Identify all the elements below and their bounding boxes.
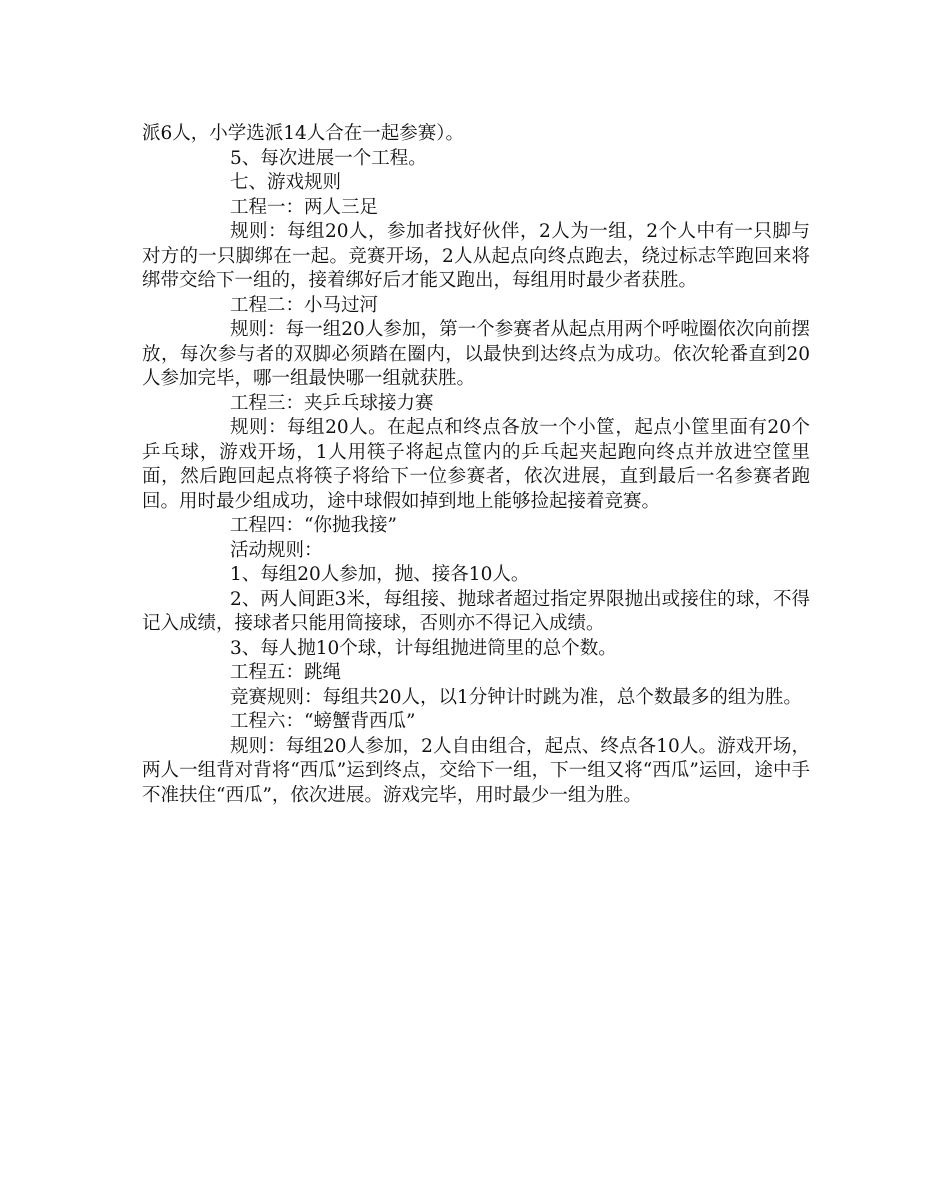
event-heading-3: 工程三：夹乒乓球接力赛 [230,392,434,414]
section-heading-game-rules: 七、游戏规则 [230,172,342,193]
event-rules-1: 规则：每组20人，参加者找好伙伴，2人为一组，2个人中有一只脚与对方的一只脚绑在一起。竞赛开场，2人从起点向终点跑去，绕过标志竿跑回来将绑带交给下一组的，接着绑好后才能又跑出，每组用时最少者获胜。 [142,221,810,291]
event-heading-4: 工程四：“你抛我接” [230,515,397,536]
event-rules-4-label: 活动规则： [230,539,323,561]
event-rules-4-item-3: 3、每人抛10个球，计每组抛进筒里的总个数。 [230,637,617,659]
event-rules-2: 规则：每一组20人参加，第一个参赛者从起点用两个呼啦圈依次向前摆放，每次参与者的双脚必须踏在圈内，以最快到达终点为成功。依次轮番直到20人参加完毕，哪一组最快哪一组就获胜。 [142,319,810,389]
paragraph-item-5: 5、每次进展一个工程。 [230,147,427,169]
event-rules-4-item-1: 1、每组20人参加，抛、接各10人。 [230,564,530,585]
event-heading-5: 工程五：跳绳 [230,662,342,683]
event-heading-6: 工程六：“螃蟹背西瓜” [230,711,416,732]
document-page [142,122,810,808]
event-rules-3: 规则：每组20人。在起点和终点各放一个小筐，起点小筐里面有20个乒乓球，游戏开场，1人用筷子将起点筐内的乒乓起夹起跑向终点并放进空筐里面，然后跑回起点将筷子将给下一位参赛者，依次进展，直到最后一名参赛者跑回。用时最少组成功，途中球假如掉到地上能够捡起接着竞赛。 [142,417,810,512]
event-rules-4-item-2: 2、两人间距3米，每组接、抛球者超过指定界限抛出或接住的球，不得记入成绩，接球者只能用筒接球，否则亦不得记入成绩。 [142,588,810,634]
event-heading-2: 工程二：小马过河 [230,294,379,316]
event-rules-5: 竞赛规则：每组共20人，以1分钟计时跳为准，总个数最多的组为胜。 [230,686,802,708]
event-heading-1: 工程一：两人三足 [230,196,379,218]
event-rules-6: 规则：每组20人参加，2人自由组合，起点、终点各10人。游戏开场，两人一组背对背将“西瓜”运到终点，交给下一组，下一组又将“西瓜”运回，途中手不准扶住“西瓜”，依次进展。游戏完毕，用时最少一组为胜。 [142,735,810,806]
paragraph-continuation: 派6人，小学选派14人合在一起参赛）。 [142,123,465,144]
